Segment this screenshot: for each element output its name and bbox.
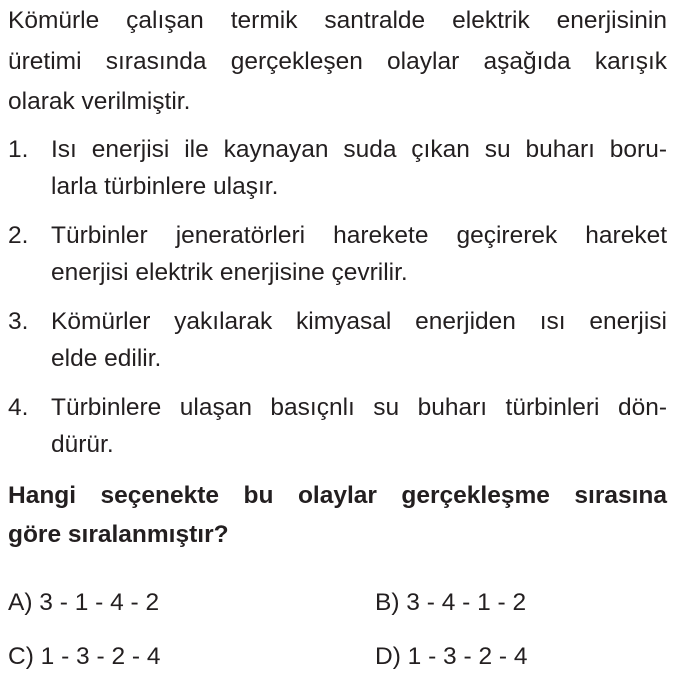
event-1-line-2: larla türbinlere ulaşır. — [51, 173, 279, 200]
event-4-line-1: Türbinlere ulaşan basıçnlı su buharı türbinleri dön- — [51, 394, 667, 421]
event-1-line-1: Isı enerjisi ile kaynayan suda çıkan su buharı boru- — [51, 136, 667, 163]
intro-line-3: olarak verilmiştir. — [8, 88, 191, 115]
event-2-line-2: enerjisi elektrik enerjisine çevrilir. — [51, 259, 408, 286]
event-number-1: 1. — [8, 136, 29, 163]
event-4-line-2: dürür. — [51, 431, 114, 458]
event-3-line-1: Kömürler yakılarak kimyasal enerjiden ısı enerjisi — [51, 308, 667, 335]
question-line-2: göre sıralanmıştır? — [8, 521, 229, 548]
option-b[interactable]: B) 3 - 4 - 1 - 2 — [375, 589, 527, 616]
option-c[interactable]: C) 1 - 3 - 2 - 4 — [8, 643, 161, 670]
event-3-line-2: elde edilir. — [51, 345, 162, 372]
intro-line-1: Kömürle çalışan termik santralde elektrik enerjisinin — [8, 7, 667, 34]
option-a[interactable]: A) 3 - 1 - 4 - 2 — [8, 589, 160, 616]
event-number-2: 2. — [8, 222, 29, 249]
intro-line-2: üretimi sırasında gerçekleşen olaylar aşağıda karışık — [8, 48, 667, 75]
option-d[interactable]: D) 1 - 3 - 2 - 4 — [375, 643, 528, 670]
event-number-3: 3. — [8, 308, 29, 335]
event-2-line-1: Türbinler jeneratörleri harekete geçirerek hareket — [51, 222, 667, 249]
event-number-4: 4. — [8, 394, 29, 421]
question-line-1: Hangi seçenekte bu olaylar gerçekleşme sırasına — [8, 482, 667, 509]
